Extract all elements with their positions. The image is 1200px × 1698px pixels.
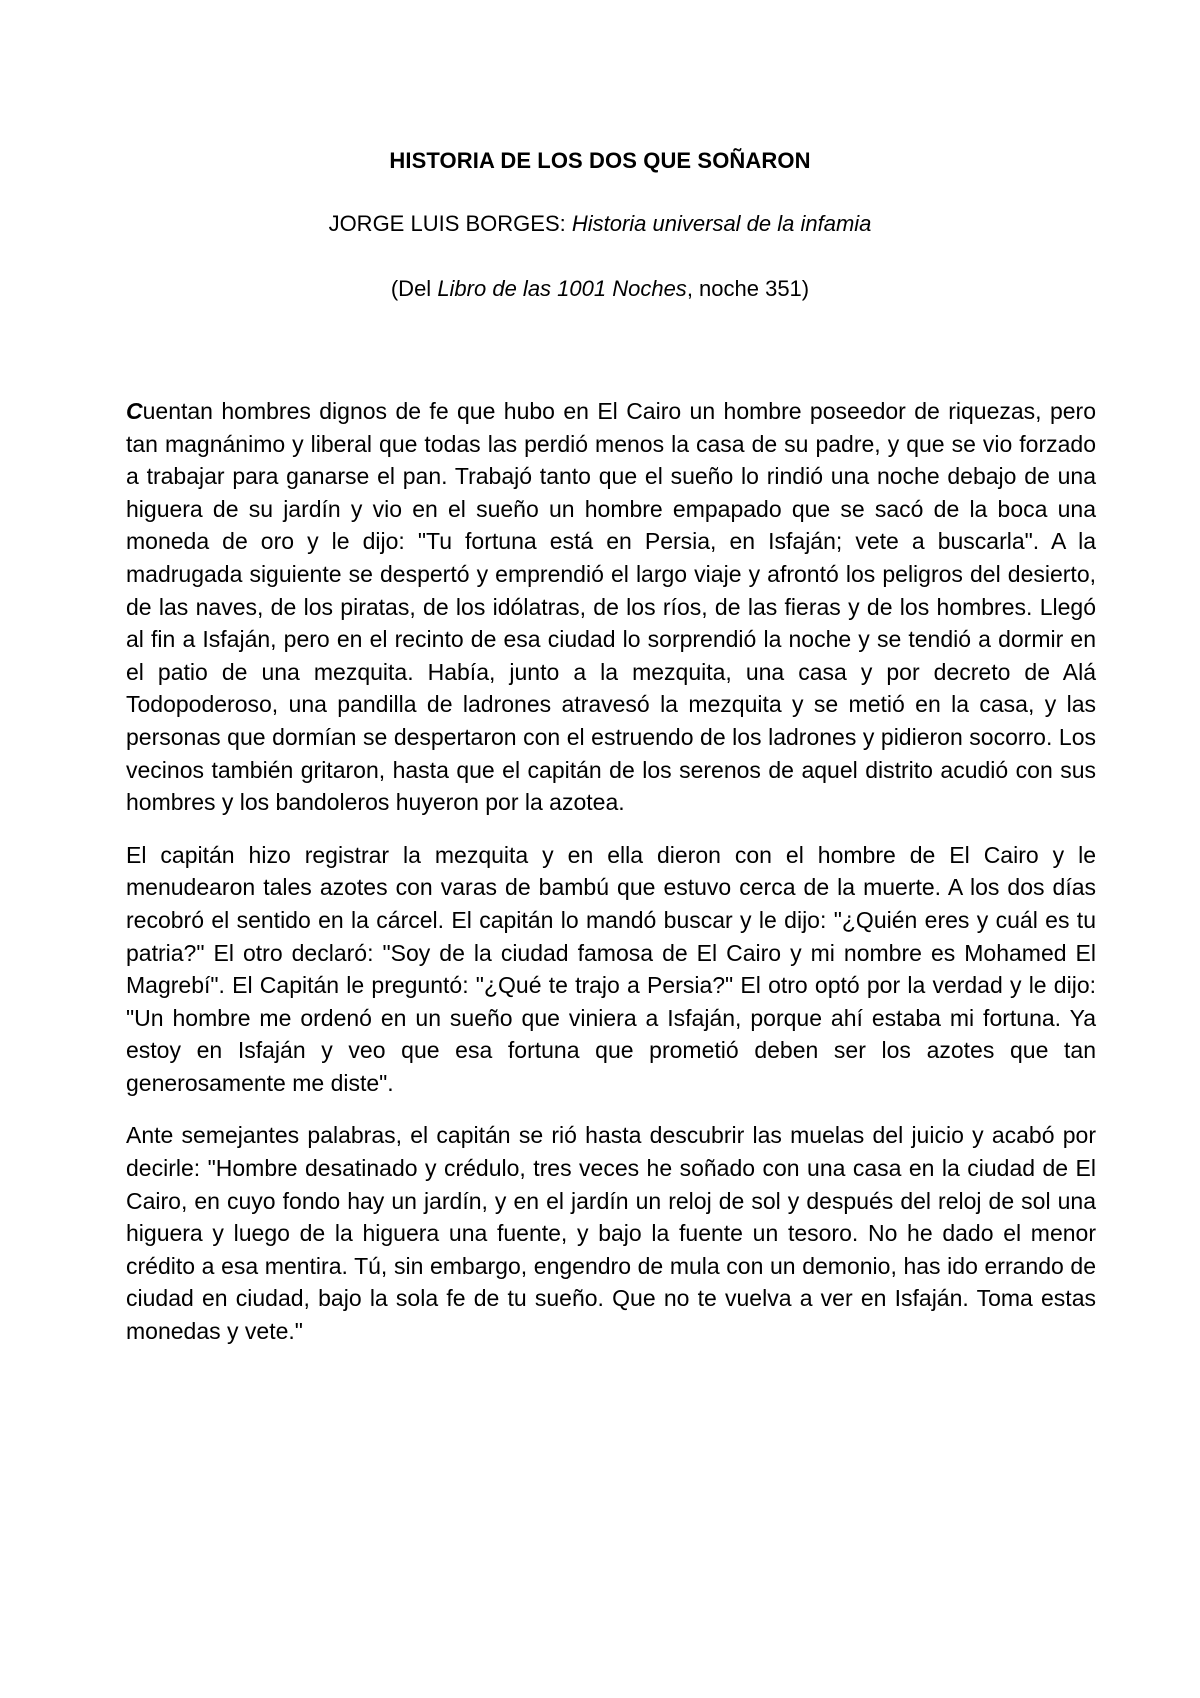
document-title: HISTORIA DE LOS DOS QUE SOÑARON <box>389 148 811 173</box>
paragraph-1-text: uentan hombres dignos de fe que hubo en El Cairo un hombre poseedor de riquezas, pero tan magnánimo y liberal que todas las perdió menos la casa de su padre, y que se vio forzado a trabajar para ganarse el pan. Trabajó tanto que el sueño lo rindió una noche debajo de una higuera de su jardín y vio en el sueño un hombre empapado que se sacó de la boca una moneda de oro y le dijo: "Tu fortuna está en Persia, en Isfaján; vete a buscarla". A la madrugada siguiente se despertó y emprendió el largo viaje y afrontó los peligros del desierto, de las naves, de los piratas, de los idólatras, de los ríos, de las fieras y de los hombres. Llegó al fin a Isfaján, pero en el recinto de esa ciudad lo sorprendió la noche y se tendió a dormir en el patio de una mezquita. Había, junto a la mezquita, una casa y por decreto de Alá Todopoderoso, una pandilla de ladrones atravesó la mezquita y se metió en la casa, y las personas que dormían se despertaron con el estruendo de los ladrones y pidieron socorro. Los vecinos también gritaron, hasta que el capitán de los serenos de aquel distrito acudió con sus hombres y los bandoleros huyeron por la azotea. <box>126 398 1096 816</box>
author-name: JORGE LUIS BORGES: <box>328 211 572 236</box>
paragraph-1 <box>126 395 1096 819</box>
story-body <box>126 395 1096 1368</box>
source-line <box>0 275 1200 303</box>
source-book-title: Libro de las 1001 Noches <box>437 276 687 301</box>
paragraph-3 <box>126 1119 1096 1347</box>
source-close: , noche 351) <box>686 276 810 301</box>
paragraph-3-text: Ante semejantes palabras, el capitán se rió hasta descubrir las muelas del juicio y acabó por decirle: "Hombre desatinado y crédulo, tres veces he soñado con una casa en la ciudad de El Cairo, en cuyo fondo hay un jardín, y en el jardín un reloj de sol y después del reloj de sol una higuera y luego de la higuera una fuente, y bajo la fuente un tesoro. No he dado el menor crédito a esa mentira. Tú, sin embargo, engendro de mula con un demonio, has ido errando de ciudad en ciudad, bajo la sola fe de tu sueño. Que no te vuelva a ver en Isfaján. Toma estas monedas y vete." <box>126 1122 1096 1345</box>
paragraph-2-text: El capitán hizo registrar la mezquita y en ella dieron con el hombre de El Cairo y le menudearon tales azotes con varas de bambú que estuvo cerca de la muerte. A los dos días recobró el sentido en la cárcel. El capitán lo mandó buscar y le dijo: "¿Quién eres y cuál es tu patria?" El otro declaró: "Soy de la ciudad famosa de El Cairo y mi nombre es Mohamed El Magrebí". El Capitán le preguntó: "¿Qué te trajo a Persia?" El otro optó por la verdad y le dijo: "Un hombre me ordenó en un sueño que viniera a Isfaján, porque ahí estaba mi fortuna. Ya estoy en Isfaján y veo que esa fortuna que prometió deben ser los azotes que tan generosamente me diste". <box>126 841 1096 1096</box>
paragraph-2 <box>126 839 1096 1100</box>
source-open: (Del <box>390 276 438 301</box>
author-line <box>0 210 1200 238</box>
initial-letter: C <box>126 398 143 424</box>
work-title: Historia universal de la infamia <box>571 211 872 236</box>
